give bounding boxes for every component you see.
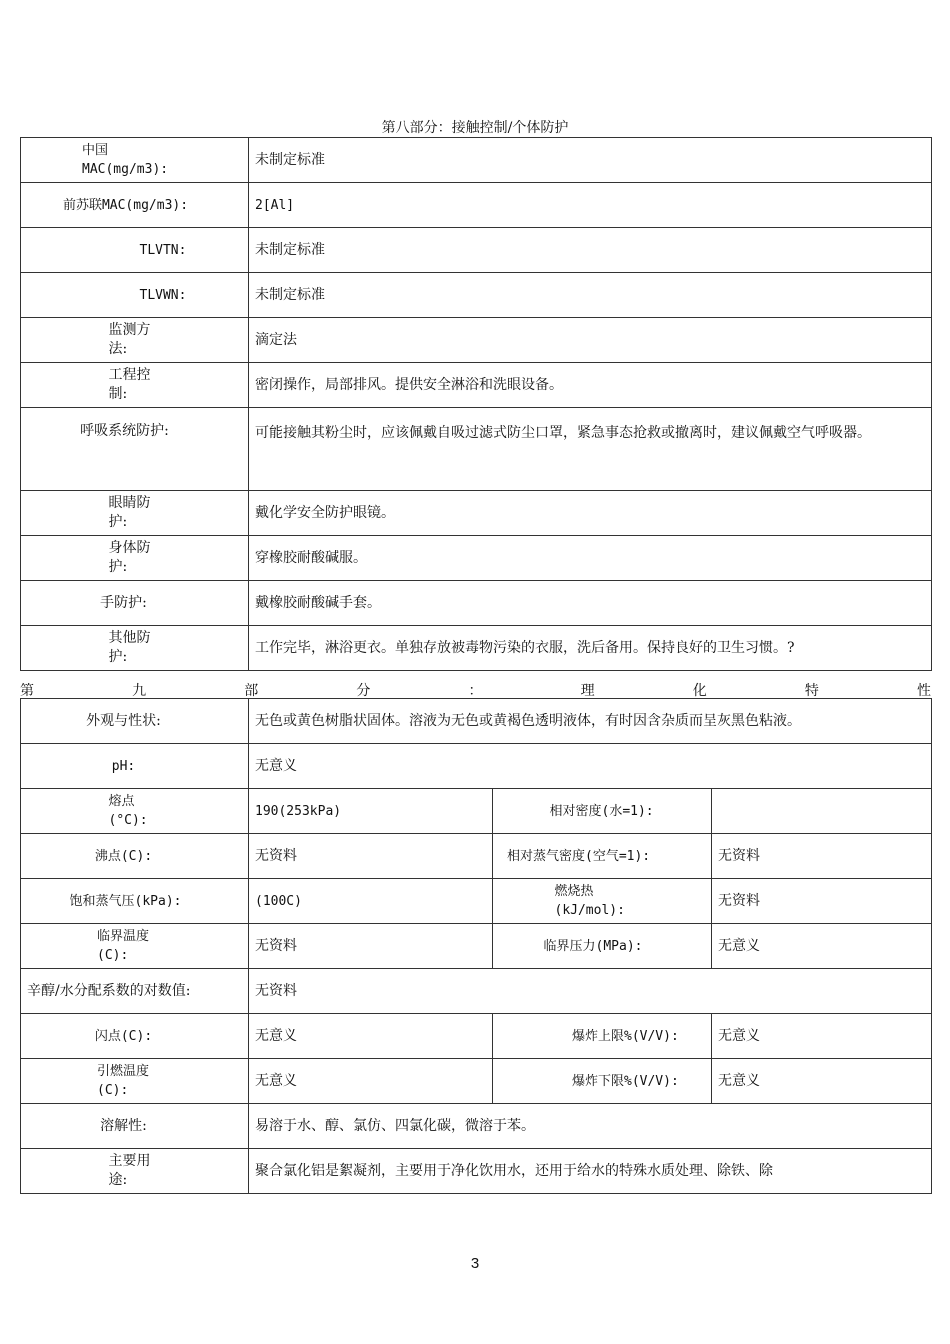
table-row xyxy=(21,879,932,924)
row-value: 190(253kPa) xyxy=(249,789,493,834)
row-label: TLVTN: xyxy=(139,242,187,258)
table-row xyxy=(21,1149,932,1194)
row-label: 沸点(C): xyxy=(21,834,249,879)
row-label: TLVWN: xyxy=(139,287,187,303)
title-char: 九 xyxy=(132,683,147,699)
table-row xyxy=(21,1104,932,1149)
row-label: 临界温度(C): xyxy=(97,929,150,963)
section8-table xyxy=(20,137,932,671)
row-label: 辛醇/水分配系数的对数值: xyxy=(27,982,191,999)
row-value: 无意义 xyxy=(249,1014,493,1059)
section9-table xyxy=(20,698,932,1194)
table-row xyxy=(21,789,932,834)
row-value: 滴定法 xyxy=(249,318,932,363)
table-row xyxy=(21,924,932,969)
row-label: 燃烧热(kJ/mol): xyxy=(554,884,625,918)
table-row xyxy=(21,318,932,363)
row-label: 引燃温度(C): xyxy=(97,1064,150,1098)
row-value: 2[Al] xyxy=(249,183,932,228)
table-row xyxy=(21,1014,932,1059)
table-row xyxy=(21,581,932,626)
row-value: 无意义 xyxy=(712,1014,932,1059)
row-label: 闪点(C): xyxy=(21,1014,249,1059)
table-row xyxy=(21,273,932,318)
table-row xyxy=(21,491,932,536)
row-label: 相对蒸气密度(空气=1): xyxy=(507,848,651,864)
row-label: 外观与性状: xyxy=(21,699,249,744)
row-value: 无资料 xyxy=(712,834,932,879)
title-char: 化 xyxy=(692,683,707,699)
row-label: 工程控制: xyxy=(108,367,151,402)
row-value: 工作完毕，淋浴更衣。单独存放被毒物污染的衣服，洗后备用。保持良好的卫生习惯。? xyxy=(249,626,932,671)
table-row xyxy=(21,699,932,744)
row-value: 无资料 xyxy=(712,879,932,924)
title-char: ： xyxy=(468,683,483,699)
row-value xyxy=(712,789,932,834)
title-char: 部 xyxy=(244,683,259,699)
row-label: 溶解性: xyxy=(21,1104,249,1149)
table-row xyxy=(21,408,932,491)
row-value: 无意义 xyxy=(249,744,932,789)
title-char: 性 xyxy=(917,683,931,699)
section8-title: 第八部分：接触控制/个体防护 xyxy=(381,120,569,136)
row-value: 密闭操作，局部排风。提供安全淋浴和洗眼设备。 xyxy=(249,363,932,408)
table-row xyxy=(21,228,932,273)
title-char: 分 xyxy=(356,683,371,699)
row-label: pH: xyxy=(21,744,249,789)
table-row xyxy=(21,1059,932,1104)
row-label: 爆炸上限%(V/V): xyxy=(572,1028,679,1044)
row-value: 无色或黄色树脂状固体。溶液为无色或黄褐色透明液体，有时因含杂质而呈灰黑色粘液。 xyxy=(249,699,932,744)
title-char: 第 xyxy=(20,683,34,699)
row-value: 无资料 xyxy=(249,969,932,1014)
row-value: 无意义 xyxy=(249,1059,493,1104)
row-label: 相对密度(水=1): xyxy=(549,803,654,819)
row-value: 无资料 xyxy=(249,834,493,879)
row-label: 饱和蒸气压(kPa): xyxy=(21,879,249,924)
row-label: 前苏联MAC(mg/m3): xyxy=(21,183,249,228)
row-value: 未制定标准 xyxy=(249,228,932,273)
row-label: 主要用途: xyxy=(108,1153,151,1188)
row-value: 无意义 xyxy=(712,1059,932,1104)
table-row xyxy=(21,138,932,183)
row-label: 其他防护: xyxy=(108,630,151,665)
row-label: 眼睛防护: xyxy=(108,495,151,530)
row-value: 未制定标准 xyxy=(249,138,932,183)
table-row xyxy=(21,834,932,879)
row-label: 爆炸下限%(V/V): xyxy=(572,1073,679,1089)
row-value: 戴橡胶耐酸碱手套。 xyxy=(249,581,932,626)
row-value: 聚合氯化铝是絮凝剂，主要用于净化饮用水，还用于给水的特殊水质处理、除铁、除 xyxy=(249,1149,932,1194)
title-char: 特 xyxy=(804,683,819,699)
row-label: 身体防护: xyxy=(108,540,151,575)
table-row xyxy=(21,183,932,228)
table-row xyxy=(21,363,932,408)
table-row xyxy=(21,969,932,1014)
table-row xyxy=(21,626,932,671)
row-value: 未制定标准 xyxy=(249,273,932,318)
row-label: 手防护: xyxy=(21,581,249,626)
row-value: 戴化学安全防护眼镜。 xyxy=(249,491,932,536)
row-value: 可能接触其粉尘时，应该佩戴自吸过滤式防尘口罩，紧急事态抢救或撤离时，建议佩戴空气呼吸器。 xyxy=(249,408,932,491)
table-row xyxy=(21,536,932,581)
row-label: 熔点(°C): xyxy=(108,794,148,828)
section9-title xyxy=(20,680,931,700)
row-label: 呼吸系统防护: xyxy=(21,408,249,491)
page-number: 3 xyxy=(470,1255,480,1272)
row-label: 中国MAC(mg/m3): xyxy=(82,143,169,177)
row-value: 无资料 xyxy=(249,924,493,969)
row-value: 穿橡胶耐酸碱服。 xyxy=(249,536,932,581)
row-value: 易溶于水、醇、氯仿、四氯化碳，微溶于苯。 xyxy=(249,1104,932,1149)
table-row xyxy=(21,744,932,789)
row-value: (100C) xyxy=(249,879,493,924)
title-char: 理 xyxy=(580,683,595,699)
row-label: 监测方法: xyxy=(108,322,151,357)
row-label: 临界压力(MPa): xyxy=(493,924,712,969)
row-value: 无意义 xyxy=(712,924,932,969)
